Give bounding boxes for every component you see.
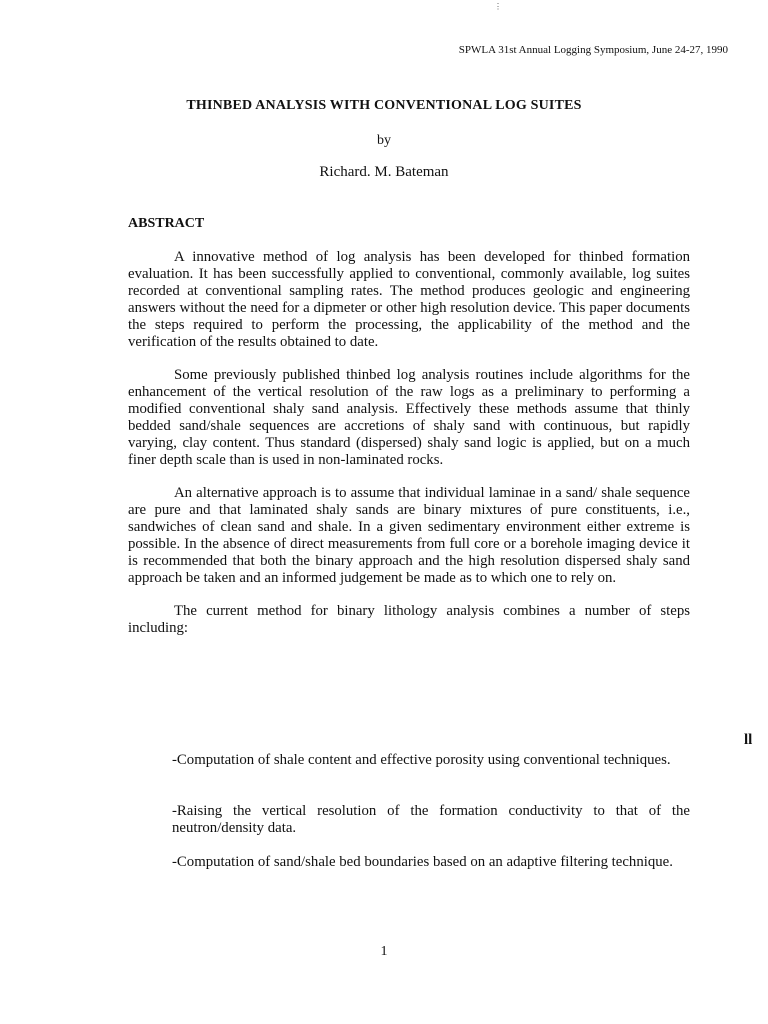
- byline-by: by: [377, 133, 391, 148]
- paper-title: THINBED ANALYSIS WITH CONVENTIONAL LOG SUITES: [186, 98, 582, 113]
- paragraph-3: An alternative approach is to assume that individual laminae in a sand/ shale sequence are pure and that laminated shaly sands are binary mixtures of pure constituents, i.e., sandwiches of clean sand and shale. In a given sedimentary environment either extreme is possible. In the absence of direct measurements from full core or a borehole imaging device it is recommended that both the binary approach and the high resolution dispersed shaly sand approach be taken and an informed judgement be made as to which one to rely on.: [128, 485, 690, 586]
- margin-mark: ll: [744, 732, 753, 748]
- paragraph-1: A innovative method of log analysis has been developed for thinbed formation evaluation. It has been successfully applied to conventional, commonly available, log suites recorded at conventional sampling rates. The method produces geologic and engineering answers without the need for a dipmeter or other high resolution device. This paper documents the steps required to perform the processing, the applicability of the method and the verification of the results obtained to date.: [128, 249, 690, 350]
- abstract-body: [128, 249, 690, 653]
- author-name: Richard. M. Bateman: [319, 164, 449, 180]
- section-heading-abstract: ABSTRACT: [128, 216, 205, 231]
- page-number: 1: [380, 944, 388, 959]
- paragraph-4: The current method for binary lithology analysis combines a number of steps including:: [128, 603, 690, 636]
- step-item-1: -Computation of shale content and effective porosity using conventional techniques.: [172, 752, 671, 768]
- paragraph-2: Some previously published thinbed log analysis routines include algorithms for the enhancement of the vertical resolution of the raw logs as a preliminary to performing a modified conventional shaly sand analysis. Effectively these methods assume that thinly bedded sand/shale sequences are accretions of shaly sand with continuous, but rapidly varying, clay content. Thus standard (dispersed) shaly sand logic is applied, but on a much finer depth scale than is used in non-laminated rocks.: [128, 367, 690, 468]
- step-item-3: -Computation of sand/shale bed boundaries based on an adaptive filtering technique.: [172, 854, 673, 870]
- scan-mark: ⋮: [494, 2, 502, 11]
- step-item-2: -Raising the vertical resolution of the formation conductivity to that of the neutron/density data.: [172, 803, 690, 836]
- running-header: SPWLA 31st Annual Logging Symposium, June 24-27, 1990: [458, 44, 728, 56]
